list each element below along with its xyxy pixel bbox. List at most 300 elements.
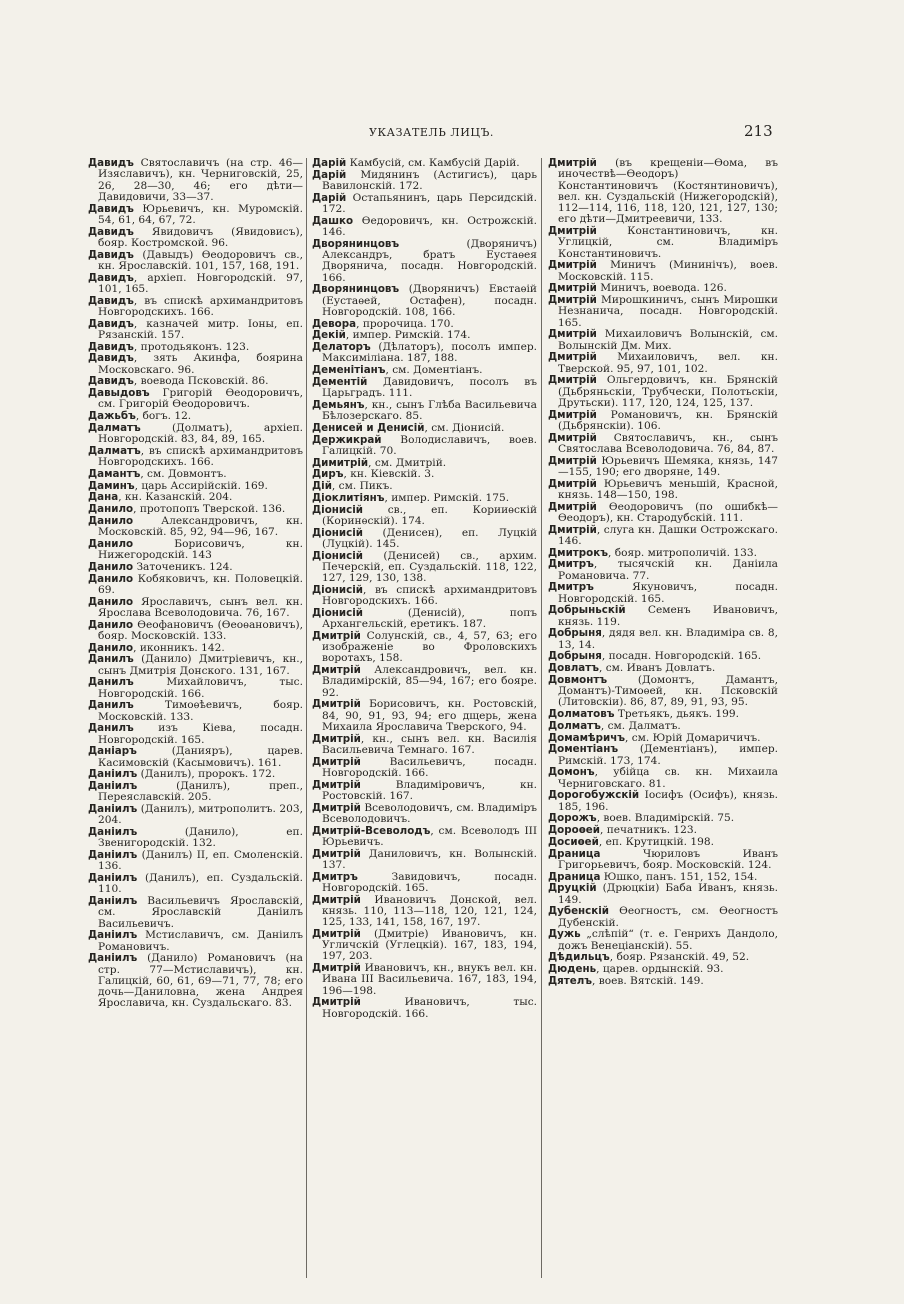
index-column-3 [548, 158, 778, 988]
index-entry [312, 400, 537, 423]
index-entry [312, 997, 537, 1020]
entry-text: Чюриловъ Иванъ Григорьевичъ, бояр. Московскій. 124. [558, 847, 778, 871]
entry-text: Борисовичъ, кн. Ростовскій, 84, 90, 91, 93, 94; его дщерь, жена Михаила Ярославича Тверского, 94. [322, 698, 537, 733]
index-entry [548, 675, 778, 709]
entry-headword: Долматовъ [548, 708, 615, 720]
index-entry [88, 469, 303, 480]
entry-text: (Данияръ), царев. Касимовскій (Касымовичъ). 161. [98, 745, 303, 769]
entry-text: , импер. Римскій. 175. [384, 491, 510, 504]
index-entry [548, 329, 778, 352]
entry-headword: Дмитрій [312, 698, 361, 711]
index-entry [548, 952, 778, 963]
entry-text: Камбусій, см. Камбусій Дарій. [346, 158, 520, 169]
index-entry [312, 158, 537, 169]
index-entry [88, 827, 303, 850]
entry-headword: Доментіанъ [548, 743, 619, 756]
entry-text: , см. Доментіанъ. [385, 364, 483, 376]
index-entry [548, 525, 778, 548]
index-entry [312, 803, 537, 826]
entry-headword: Давидъ [88, 340, 134, 353]
index-entry [88, 516, 303, 539]
entry-headword: Дементій [312, 375, 368, 388]
entry-headword: Друцкій [548, 882, 597, 895]
entry-headword: Дмитрій [312, 847, 361, 860]
entry-text: Даниловичъ, кн. Волынскій. 137. [322, 847, 537, 871]
entry-headword: Данило [88, 560, 134, 573]
index-entry [548, 559, 778, 582]
index-entry [88, 896, 303, 930]
index-entry [88, 723, 303, 746]
entry-text: Володиславичъ, воев. Галицкій. 70. [322, 433, 537, 457]
entry-headword: Даніилъ [88, 849, 138, 861]
index-entry [312, 193, 537, 216]
index-entry [88, 353, 303, 376]
entry-headword: Давидъ [88, 202, 134, 215]
index-entry [312, 458, 537, 469]
entry-text: „слѣпій“ (т. е. Генрихъ Дандоло, дожъ Венеціанскій). 55. [558, 928, 778, 952]
entry-text: (Домонтъ, Дамантъ, Домантъ)-Тимоѳей, кн. Псковскій (Литовскіи). 86, 87, 89, 91, 93, 95. [558, 673, 778, 709]
entry-text: , иконникъ. 142. [133, 641, 225, 654]
entry-headword: Давидъ [88, 225, 134, 238]
index-entry [88, 597, 303, 620]
index-column-2 [312, 158, 537, 1020]
index-entry [548, 260, 778, 283]
entry-headword: Дмитрій [312, 732, 361, 745]
entry-text: Ярославичъ, сынъ вел. кн. Ярослава Всеволодовича. 76, 167. [98, 595, 303, 619]
entry-text: Миничъ, воевода. 126. [596, 282, 727, 295]
entry-headword: Дмитръ [312, 870, 358, 883]
index-entry [88, 781, 303, 804]
entry-text: , въ спискѣ архимандритовъ Новгородскихъ. 166. [98, 294, 303, 318]
index-entry [312, 493, 537, 504]
entry-text: , см. Далматъ. [600, 719, 681, 732]
entry-headword: Дмитрій [548, 158, 597, 169]
entry-text: (Дрюцкіи) Баба Иванъ, князь. 149. [558, 882, 778, 906]
index-entry [312, 170, 537, 193]
index-entry [312, 757, 537, 780]
entry-headword: Діоклитіянъ [312, 491, 385, 504]
entry-text: Юшко, панъ. 151, 152, 154. [600, 870, 758, 883]
entry-text: , воев. Владимірскій. 75. [596, 812, 735, 825]
entry-text: (Дѣлаторъ), посолъ импер. Максиміліана. 187, 188. [322, 341, 537, 365]
entry-text: Ѳеофановичъ (Ѳеоѳановичъ), бояр. Московскій. 133. [98, 618, 303, 642]
entry-headword: Данило [88, 618, 134, 631]
entry-text: Михаиловичъ, вел. кн. Тверской. 95, 97, 101, 102. [558, 351, 778, 375]
entry-headword: Далматъ [88, 444, 141, 457]
entry-text: (Денисій), попъ Архангельскій, еретикъ. 187. [322, 606, 537, 630]
index-entry [548, 651, 778, 662]
entry-headword: Даніилъ [88, 952, 138, 965]
entry-headword: Данило [88, 572, 134, 585]
entry-headword: Домамѣричъ [548, 731, 625, 744]
entry-text: , кн. Кіевскій. 3. [343, 468, 435, 481]
entry-headword: Девора [312, 317, 357, 330]
index-entry [548, 433, 778, 456]
index-entry [548, 721, 778, 732]
entry-text: Григорій Ѳеодоровичъ, см. Григорій Ѳеодоровичъ. [98, 387, 303, 411]
index-entry [312, 872, 537, 895]
entry-headword: Дорожъ [548, 812, 597, 825]
entry-text: , см. Довмонтъ. [140, 467, 227, 480]
index-entry [548, 283, 778, 294]
index-entry [88, 804, 303, 827]
entry-headword: Довмонтъ [548, 673, 608, 686]
index-entry [548, 663, 778, 674]
index-entry [88, 643, 303, 654]
index-entry [88, 319, 303, 342]
entry-headword: Дороѳей [548, 824, 600, 836]
entry-text: , въ спискѣ архимандритовъ Новгородскихъ. 166. [322, 583, 537, 607]
index-entry [312, 365, 537, 376]
entry-text: , тысячскій кн. Даніила Романовича. 77. [558, 558, 778, 582]
entry-text: Юрьевичъ, кн. Муромскій. 54, 61, 64, 67, 72. [98, 202, 303, 226]
entry-text: Мирошкиничъ, сынъ Мирошки Незнанича, посадн. Новгородскій. 165. [558, 294, 778, 329]
entry-text: Васильевичъ, посадн. Новгородскій. 166. [322, 755, 537, 779]
entry-text: , см. Иванъ Довлатъ. [598, 662, 716, 674]
entry-text: , воев. Вятскій. 149. [592, 974, 704, 987]
entry-headword: Даніилъ [88, 768, 138, 781]
entry-text: Юрьевичъ меньшій, Красной, князь. 148—150, 198. [558, 477, 778, 501]
entry-text: , бояр. Рязанскій. 49, 52. [609, 951, 750, 964]
entry-headword: Давидъ [88, 375, 134, 388]
index-entry [88, 873, 303, 896]
entry-headword: Дмитрій [548, 431, 597, 444]
entry-headword: Добрыня [548, 650, 602, 663]
entry-headword: Давидъ [88, 248, 134, 261]
index-entry [88, 654, 303, 677]
entry-text: , пророчица. 170. [356, 317, 454, 330]
entry-headword: Дѣдильцъ [548, 951, 610, 964]
entry-text: , казначей митр. Іоны, еп. Рязанскій. 157. [98, 317, 303, 341]
index-entry [312, 319, 537, 330]
entry-headword: Долматъ [548, 719, 601, 732]
entry-text: Заточеникъ. 124. [133, 560, 233, 573]
entry-text: , архіеп. Новгородскій. 97, 101, 165. [98, 271, 303, 295]
entry-text: (Дмитріе) Ивановичъ, кн. Угличскій (Углецкій). 167, 183, 194, 197, 203. [322, 927, 537, 963]
index-entry [548, 410, 778, 433]
entry-text: (Данило) Романовичъ (на стр. 77—Мстиславичъ), кн. Галицкій, 60, 61, 69—71, 77, 78; его дочь—Даниловна, жена Андрея Ярославича, кн. Суздальскаго. 83. [98, 952, 303, 1010]
entry-headword: Дмитрій [548, 225, 597, 237]
index-entry [312, 551, 537, 585]
entry-headword: Дмитрій [312, 629, 361, 642]
index-entry [548, 929, 778, 952]
entry-text: Александровичъ, вел. кн. Владимірскій, 85—94, 167; его бояре. 92. [322, 664, 537, 699]
entry-headword: Дмитрокъ [548, 546, 608, 559]
index-entry [88, 423, 303, 446]
index-entry [88, 481, 303, 492]
entry-headword: Дмитрій [312, 801, 361, 814]
index-entry [88, 250, 303, 273]
index-entry [312, 505, 537, 528]
entry-headword: Дашко [312, 214, 354, 227]
entry-text: , см. Дмитрій. [368, 456, 447, 469]
entry-text: Константиновичъ, кн. Углицкій, см. Владиміръ Константиновичъ. [558, 225, 778, 260]
index-entry [312, 423, 537, 434]
entry-headword: Дмитръ [548, 558, 594, 571]
entry-headword: Даминъ [88, 479, 135, 492]
entry-headword: Денисей и Денисій [312, 421, 425, 434]
index-entry [312, 435, 537, 458]
entry-headword: Даніаръ [88, 745, 137, 758]
index-entry [312, 929, 537, 963]
index-entry [312, 963, 537, 997]
index-entry [88, 930, 303, 953]
index-entry [548, 226, 778, 260]
entry-text: , въ спискѣ архимандритовъ Новгородскихъ. 166. [98, 444, 303, 468]
entry-headword: Домонъ [548, 766, 595, 779]
entry-text: , бояр. митрополичій. 133. [607, 546, 757, 559]
index-entry [548, 502, 778, 525]
index-entry [88, 539, 303, 562]
entry-text: (Дворяничъ) Евстаѳій (Еустаѳей, Остафен), посадн. Новгородскій. 108, 166. [322, 283, 537, 318]
entry-text: Ѳеодоровичъ (по ошибкѣ—Ѳеодоръ), кн. Стародубскій. 111. [558, 500, 778, 524]
entry-headword: Діонисій [312, 526, 363, 539]
entry-text: , см. Всеволодъ III Юрьевичъ. [322, 824, 537, 848]
entry-headword: Данилъ [88, 699, 134, 712]
entry-text: , кн., сынъ Глѣба Васильевича Бѣлозерскаго. 85. [322, 398, 537, 422]
index-entry [88, 769, 303, 780]
index-entry [548, 813, 778, 824]
index-entry [548, 825, 778, 836]
entry-text: Юрьевичъ Шемяка, князь, 147—155, 190; его дворяне, 149. [558, 454, 778, 478]
entry-text: , протопопъ Тверской. 136. [133, 503, 286, 515]
index-entry [88, 342, 303, 353]
entry-headword: Данило [88, 514, 134, 527]
index-entry [548, 628, 778, 651]
entry-headword: Данилъ [88, 722, 134, 735]
entry-headword: Дмитрій-Всеволодъ [312, 824, 431, 837]
entry-headword: Даніилъ [88, 929, 138, 942]
entry-headword: Дмитрій [548, 282, 597, 295]
entry-headword: Діонисій [312, 583, 363, 596]
index-entry [548, 709, 778, 720]
entry-headword: Дмитрій [548, 374, 597, 387]
entry-text: Святославичъ (на стр. 46—Изяславичъ), кн. Черниговскій, 25, 26, 28—30, 46; его дѣти—Давидовичи, 33—37. [98, 158, 303, 203]
entry-text: (Данилъ), преп., Переяславскій. 205. [98, 780, 303, 804]
index-entry [88, 273, 303, 296]
entry-text: , см. Діонисій. [424, 421, 505, 434]
entry-text: св., еп. Корииѳскій (Коринѳскій). 174. [322, 503, 537, 527]
entry-headword: Дмитрій [548, 500, 597, 513]
entry-headword: Дорогобужскій [548, 789, 640, 802]
index-entry [88, 376, 303, 387]
index-entry [88, 446, 303, 469]
index-entry [312, 849, 537, 872]
entry-text: Васильевичъ Ярославскій, см. Ярославскій Даніилъ Васильевичъ. [98, 895, 303, 930]
entry-text: , протодьяконъ. 123. [133, 340, 250, 353]
entry-headword: Дмитрій [312, 962, 361, 974]
entry-text: , см. Пикъ. [331, 480, 393, 492]
index-entry [88, 700, 303, 723]
entry-text: Мидянинъ (Астигисъ), царь Вавилонскій. 172. [322, 168, 537, 192]
entry-text: Третьякъ, дьякъ. 199. [614, 708, 740, 720]
index-entry [312, 330, 537, 341]
entry-text: (Данилъ), еп. Суздальскій. 110. [98, 872, 303, 896]
entry-text: (Дворяничъ) Александръ, братъ Еустаѳея Дворянича, посадн. Новгородскій. 166. [322, 237, 537, 284]
index-entry [88, 504, 303, 515]
index-entry [548, 548, 778, 559]
entry-headword: Давидъ [88, 158, 134, 169]
entry-headword: Дмитрій [548, 454, 597, 467]
index-entry [88, 677, 303, 700]
index-entry [312, 342, 537, 365]
entry-text: Тимоѳѣевичъ, бояр. Московскій. 133. [98, 699, 303, 723]
entry-headword: Дубенскій [548, 905, 610, 918]
entry-headword: Держикрай [312, 433, 382, 446]
entry-headword: Дмитрій [548, 523, 597, 536]
index-entry [312, 239, 537, 284]
entry-headword: Дмитрій [312, 664, 361, 676]
entry-headword: Данило [88, 641, 134, 654]
entry-text: Мстиславичъ, см. Даніилъ Романовичъ. [98, 929, 303, 953]
entry-headword: Дмитрій [312, 893, 361, 906]
entry-headword: Добрыньскій [548, 604, 626, 617]
index-entry [312, 528, 537, 551]
index-entry [548, 837, 778, 848]
entry-text: Святославичъ, кн., сынъ Святослава Всеволодовича. 76, 84, 87. [558, 431, 778, 455]
entry-text: , кн., сынъ вел. кн. Василія Васильевича Темнаго. 167. [322, 732, 537, 756]
entry-headword: Дамантъ [88, 467, 141, 480]
entry-text: изъ Кіева, посадн. Новгородскій. 165. [98, 722, 303, 746]
index-entry [88, 296, 303, 319]
entry-text: (Данилъ), митрополитъ. 203, 204. [98, 803, 303, 827]
entry-text: Михаиловичъ Волынскій, см. Волынскій Дм. Мих. [558, 328, 778, 352]
entry-headword: Дарій [312, 191, 347, 204]
index-entry [548, 964, 778, 975]
index-entry [312, 665, 537, 699]
entry-headword: Діонисій [312, 606, 363, 619]
entry-text: , убійца св. кн. Михаила Черниговскаго. 81. [558, 766, 778, 790]
index-entry [548, 582, 778, 605]
entry-headword: Дій [312, 480, 332, 492]
index-entry [312, 699, 537, 733]
index-entry [88, 850, 303, 873]
entry-headword: Дюдень [548, 963, 597, 975]
entry-headword: Дмитрій [548, 477, 597, 490]
entry-headword: Діонисій [312, 549, 363, 562]
entry-text: , царев. ордынскій. 93. [596, 963, 724, 975]
entry-headword: Данило [88, 595, 134, 608]
index-entry [548, 872, 778, 883]
entry-headword: Данилъ [88, 676, 134, 689]
entry-headword: Даніилъ [88, 826, 138, 838]
entry-text: (Долматъ), архіеп. Новгородскій. 83, 84, 89, 165. [98, 421, 303, 445]
index-entry [312, 631, 537, 665]
running-title: УКАЗАТЕЛЬ ЛИЦЪ. [369, 126, 495, 139]
entry-headword: Дана [88, 491, 119, 504]
index-entry [548, 906, 778, 929]
entry-headword: Дарій [312, 168, 347, 181]
entry-headword: Давидъ [88, 317, 134, 330]
entry-text: Ѳеогностъ, см. Ѳеогностъ Дубенскій. [558, 905, 778, 929]
entry-text: Владиміровичъ, кн. Ростовскій. 167. [322, 778, 537, 802]
index-entry [88, 574, 303, 597]
entry-text: Ивановичъ, тыс. Новгородскій. 166. [322, 996, 537, 1020]
entry-text: (Дементіанъ), импер. Римскій. 173, 174. [558, 743, 778, 767]
index-entry [88, 492, 303, 503]
entry-text: Іосифъ (Осифъ), князь. 185, 196. [558, 789, 778, 813]
index-entry [548, 767, 778, 790]
entry-text: , посадн. Новгородскій. 165. [601, 650, 762, 663]
index-entry [548, 479, 778, 502]
column-divider [306, 158, 307, 1278]
index-column-1 [88, 158, 303, 1010]
entry-headword: Дмитрій [548, 351, 597, 364]
entry-headword: Дмитрій [548, 294, 597, 306]
entry-headword: Дмитрій [548, 408, 597, 421]
entry-text: Завидовичъ, посадн. Новгородскій. 165. [322, 870, 537, 894]
index-entry [548, 883, 778, 906]
entry-text: , печатникъ. 123. [599, 824, 698, 836]
entry-text: , зять Акинфа, боярина Московскаго. 96. [98, 352, 303, 376]
entry-headword: Демьянъ [312, 398, 365, 411]
index-entry [88, 227, 303, 250]
entry-text: Борисовичъ, кн. Нижегородскій. 143 [98, 537, 303, 561]
page-header [0, 122, 904, 142]
entry-headword: Давидъ [88, 294, 134, 307]
index-entry [88, 746, 303, 769]
entry-text: Михайловичъ, тыс. Новгородскій. 166. [98, 676, 303, 700]
entry-text: Ивановичъ, кн., внукъ вел. кн. Ивана III Васильевича. 167, 183, 194, 196—198. [322, 962, 537, 997]
entry-headword: Даніилъ [88, 780, 138, 792]
index-entry [88, 562, 303, 573]
entry-text: Семенъ Ивановичъ, князь. 119. [558, 604, 778, 628]
index-entry [312, 585, 537, 608]
entry-headword: Дмитрій [548, 259, 597, 272]
entry-text: Ивановичъ Донской, вел. князь. 110, 113—118, 120, 121, 124, 125, 133, 141, 158, 167, 197. [322, 893, 537, 928]
entry-headword: Даніилъ [88, 872, 138, 884]
entry-headword: Дворянинцовъ [312, 237, 400, 250]
entry-text: , кн. Казанскій. 204. [118, 491, 233, 504]
entry-text: Миничъ (Мининічъ), воев. Московскій. 115. [558, 259, 778, 283]
index-entry [312, 284, 537, 318]
entry-text: , см. Юрій Домаричичъ. [625, 731, 761, 744]
entry-headword: Дмитрій [312, 927, 361, 940]
entry-headword: Дмитрій [312, 755, 361, 768]
entry-headword: Давидъ [88, 271, 134, 284]
index-entry [312, 469, 537, 480]
entry-text: , дядя вел. кн. Владиміра св. 8, 13, 14. [558, 627, 778, 651]
entry-headword: Дворянинцовъ [312, 283, 400, 296]
entry-headword: Далматъ [88, 421, 141, 434]
entry-text: Ѳедоровичъ, кн. Острожскій. 146. [322, 214, 537, 238]
entry-headword: Деменітіанъ [312, 364, 386, 376]
index-entry [548, 158, 778, 226]
index-entry [548, 456, 778, 479]
index-entry [548, 790, 778, 813]
entry-text: (Данилъ) II, еп. Смоленскій. 136. [98, 849, 303, 873]
entry-text: Якуновичъ, посадн. Новгородскій. 165. [558, 581, 778, 605]
entry-text: , богъ. 12. [135, 410, 192, 422]
index-entry [312, 608, 537, 631]
entry-text: , импер. Римскій. 174. [345, 329, 471, 342]
entry-headword: Драница [548, 870, 601, 883]
entry-headword: Дмитрій [312, 996, 361, 1009]
entry-headword: Дмитръ [548, 581, 594, 594]
entry-text: (Данило), еп. Звенигородскій. 132. [98, 826, 303, 850]
entry-text: (Данило) Дмитріевичъ, кн., сынъ Дмитрія Донского. 131, 167. [98, 653, 303, 677]
index-entry [548, 605, 778, 628]
entry-headword: Довлатъ [548, 662, 599, 674]
index-entry [548, 375, 778, 409]
entry-text: (Денисей) св., архим. Печерскій, еп. Суздальскій. 118, 122, 127, 129, 130, 138. [322, 549, 537, 584]
index-entry [548, 295, 778, 329]
entry-headword: Дмитрій [548, 328, 597, 341]
entry-headword: Даніилъ [88, 803, 138, 815]
index-entry [312, 895, 537, 929]
index-entry [88, 204, 303, 227]
entry-headword: Данило [88, 537, 134, 550]
